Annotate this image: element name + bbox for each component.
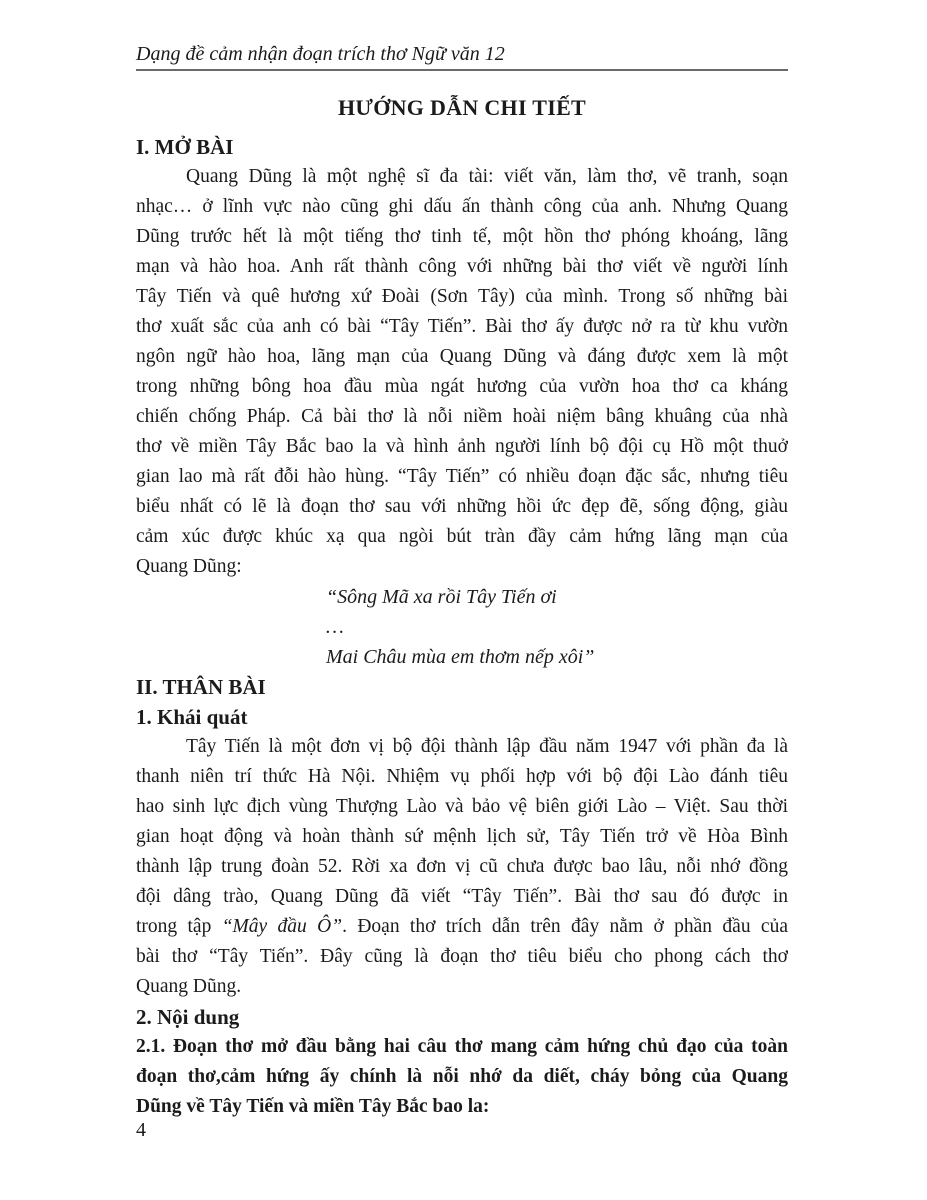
text-line: gian hoạt động và hoàn thành sứ mệnh lịch sử, Tây Tiến trở về Hòa Bình [136,826,788,847]
header-rule [136,69,788,71]
text-line: nhạc… ở lĩnh vực nào cũng ghi dấu ấn thành công của anh. Nhưng Quang [136,196,788,217]
text-line: bài thơ “Tây Tiến”. Đây cũng là đoạn thơ tiêu biểu cho phong cách thơ [136,946,788,967]
text-line: cảm xúc được khúc xạ qua ngòi bút tràn đầy cảm hứng lãng mạn của [136,526,788,547]
text-line: hao sinh lực địch vùng Thượng Lào và bảo vệ biên giới Lào – Việt. Sau thời [136,796,788,817]
poem-line: “Sông Mã xa rồi Tây Tiến ơi [326,586,557,608]
running-header-text: Dạng đề cảm nhận đoạn trích thơ Ngữ văn 12 [136,43,505,65]
text-line: thanh niên trí thức Hà Nội. Nhiệm vụ phối hợp với bộ đội Lào đánh tiêu [136,766,788,787]
text-segment: . Đoạn thơ trích dẫn trên đây nằm ở phần đầu của [342,916,788,937]
text-line-with-book-title [136,912,788,942]
text-line: Dũng về Tây Tiến và miền Tây Bắc bao la: [136,1096,490,1117]
document-title: HƯỚNG DẪN CHI TIẾT [337,95,587,120]
text-line: chiến chống Pháp. Cả bài thơ là nỗi niềm hoài niệm bâng khuâng của nhà [136,406,788,427]
poem-quote [136,582,788,672]
text-line: ngôn ngữ hào hoa, lãng mạn của Quang Dũng và đáng được xem là một [136,346,788,367]
poem-line: … [326,616,344,638]
text-line: Dũng trước hết là một tiếng thơ tinh tế, một hồn thơ phóng khoáng, lãng [136,226,788,247]
text-line: gian lao mà rất đỗi hào hùng. “Tây Tiến” có nhiều đoạn đặc sắc, nhưng tiêu [136,466,788,487]
text-line: Tây Tiến và quê hương xứ Đoài (Sơn Tây) của mình. Trong số những bài [136,286,788,307]
page-content [136,0,788,1122]
text-line: đoạn thơ,cảm hứng ấy chính là nỗi nhớ da diết, cháy bỏng của Quang [136,1066,788,1087]
heading-khai-quat: 1. Khái quát [136,705,248,729]
page-number: 4 [136,1119,146,1141]
text-line: biểu nhất có lẽ là đoạn thơ sau với những hồi ức đẹp đẽ, sống động, giàu [136,496,788,517]
heading-noi-dung: 2. Nội dung [136,1005,240,1029]
text-line: Quang Dũng. [136,976,242,997]
text-line: thành lập trung đoàn 52. Rời xa đơn vị cũ chưa được bao lâu, nỗi nhớ đồng [136,856,788,877]
poem-line: Mai Châu mùa em thơm nếp xôi” [326,646,595,668]
text-line: Quang Dũng là một nghệ sĩ đa tài: viết văn, làm thơ, vẽ tranh, soạn [186,166,788,187]
text-line: Tây Tiến là một đơn vị bộ đội thành lập đầu năm 1947 với phần đa là [186,736,788,757]
heading-than-bai: II. THÂN BÀI [136,675,266,699]
book-title-may-dau-o: “Mây đầu Ô” [221,916,343,937]
paragraph-khai-quat [136,732,788,1002]
text-line: mạn và hào hoa. Anh rất thành công với những bài thơ viết về người lính [136,256,788,277]
text-line: thơ về miền Tây Bắc bao la và hình ảnh người lính bộ đội cụ Hồ một thuở [136,436,788,457]
text-line: Quang Dũng: [136,556,242,577]
running-header [136,42,788,66]
text-line: thơ xuất sắc của anh có bài “Tây Tiến”. Bài thơ ấy được nở ra từ khu vườn [136,316,788,337]
text-segment: trong tập [136,916,222,937]
text-line: trong những bông hoa đầu mùa ngát hương của vườn hoa thơ ca kháng [136,376,788,397]
text-line: 2.1. Đoạn thơ mở đầu bằng hai câu thơ mang cảm hứng chủ đạo của toàn [136,1036,788,1057]
paragraph-intro [136,162,788,582]
text-line: đội dâng trào, Quang Dũng đã viết “Tây Tiến”. Bài thơ sau đó được in [136,886,788,907]
heading-mo-bai: I. MỞ BÀI [136,135,234,159]
paragraph-noi-dung-2-1 [136,1032,788,1122]
